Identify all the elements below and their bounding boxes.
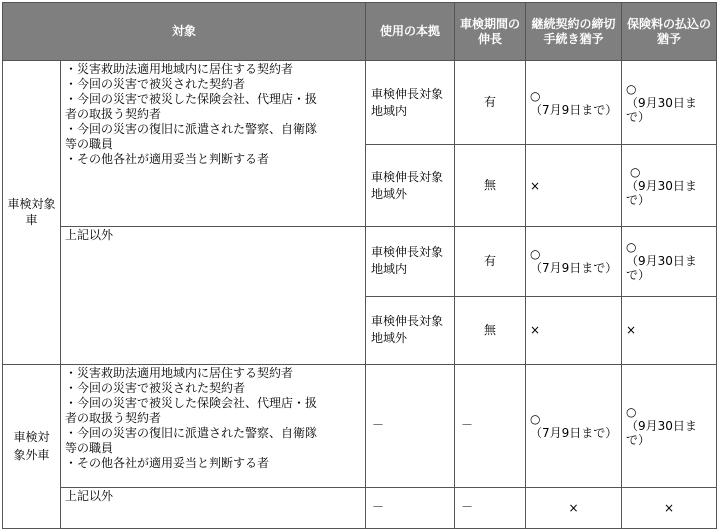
cross-mark: × xyxy=(663,500,675,515)
disaster-target-list xyxy=(61,364,366,487)
renewal-deadline: （7月9日まで） xyxy=(530,102,618,117)
other-target: 上記以外 xyxy=(61,227,366,364)
premium-grace-cell xyxy=(622,145,717,227)
premium-grace-cell xyxy=(622,487,717,528)
renewal-grace-cell xyxy=(526,61,622,145)
premium-grace-cell xyxy=(622,227,717,296)
list-item: 等の職員 xyxy=(65,137,114,152)
extension-yes: 有 xyxy=(455,61,526,145)
list-item: ・今回の災害の復旧に派遣された警察、自衛隊 xyxy=(65,122,318,137)
header-extension: 車検期間の伸長 xyxy=(455,3,526,61)
cross-mark: × xyxy=(626,323,637,338)
list-item: 等の職員 xyxy=(65,440,114,455)
circle-mark: ○ xyxy=(626,240,637,255)
group-non-inspection-vehicle: 車検対象外車 xyxy=(3,364,61,528)
circle-mark: ○ xyxy=(630,164,641,179)
header-target: 対象 xyxy=(3,3,366,61)
renewal-grace-cell xyxy=(526,487,622,528)
extension-no: 無 xyxy=(455,145,526,227)
list-item: ・その他各社が適用妥当と判断する者 xyxy=(65,455,270,470)
extension-yes: 有 xyxy=(455,227,526,296)
list-item: ・その他各社が適用妥当と判断する者 xyxy=(65,152,270,167)
premium-deadline: （9月30日まで） xyxy=(626,178,697,207)
extension-no: 無 xyxy=(455,296,526,364)
other-target: 上記以外 xyxy=(61,487,366,528)
premium-grace-cell xyxy=(622,364,717,487)
usage-area-none: － xyxy=(366,364,455,487)
usage-area-outside: 車検伸長対象地域外 xyxy=(366,296,455,364)
list-item: ・災害救助法適用地域内に居住する契約者 xyxy=(65,62,294,77)
header-usage-area: 使用の本拠 xyxy=(366,3,455,61)
table-row xyxy=(3,227,717,296)
extension-none: － xyxy=(455,487,526,528)
relief-measures-table xyxy=(2,2,717,529)
usage-area-inside: 車検伸長対象地域内 xyxy=(366,227,455,296)
circle-mark: ○ xyxy=(530,88,541,103)
renewal-grace-cell xyxy=(526,296,622,364)
renewal-deadline: （7月9日まで） xyxy=(530,261,618,276)
renewal-grace-cell xyxy=(526,145,622,227)
premium-deadline: （9月30日まで） xyxy=(626,95,697,124)
circle-mark: ○ xyxy=(626,404,637,419)
list-item: ・今回の災害の復旧に派遣された警察、自衛隊 xyxy=(65,425,318,440)
premium-grace-cell xyxy=(622,296,717,364)
usage-area-none: － xyxy=(366,487,455,528)
premium-grace-cell xyxy=(622,61,717,145)
header-row xyxy=(3,3,717,61)
premium-deadline: （9月30日まで） xyxy=(626,254,697,283)
circle-mark: ○ xyxy=(530,411,541,426)
group-inspection-vehicle: 車検対象車 xyxy=(3,61,61,365)
list-item: ・今回の災害で被災した保険会社、代理店・扱 xyxy=(65,92,318,107)
disaster-target-list xyxy=(61,61,366,227)
list-item: ・今回の災害で被災した保険会社、代理店・扱 xyxy=(65,395,318,410)
list-item: 者の取扱う契約者 xyxy=(65,410,162,425)
cross-mark: × xyxy=(530,178,541,193)
list-item: ・災害救助法適用地域内に居住する契約者 xyxy=(65,365,294,380)
circle-mark: ○ xyxy=(626,81,637,96)
extension-none: － xyxy=(455,364,526,487)
list-item: 者の取扱う契約者 xyxy=(65,107,162,122)
header-premium-grace: 保険料の払込の猶予 xyxy=(622,3,717,61)
table-row xyxy=(3,487,717,528)
usage-area-outside: 車検伸長対象地域外 xyxy=(366,145,455,227)
renewal-grace-cell xyxy=(526,364,622,487)
table-row xyxy=(3,364,717,487)
renewal-deadline: （7月9日まで） xyxy=(530,425,618,440)
premium-deadline: （9月30日まで） xyxy=(626,418,697,447)
list-item: ・今回の災害で被災された契約者 xyxy=(65,380,246,395)
circle-mark: ○ xyxy=(530,247,541,262)
list-item: ・今回の災害で被災された契約者 xyxy=(65,77,246,92)
renewal-grace-cell xyxy=(526,227,622,296)
usage-area-inside: 車検伸長対象地域内 xyxy=(366,61,455,145)
table-row xyxy=(3,61,717,145)
cross-mark: × xyxy=(568,500,579,515)
cross-mark: × xyxy=(530,323,541,338)
header-renewal-grace: 継続契約の締切手続き猶予 xyxy=(526,3,622,61)
